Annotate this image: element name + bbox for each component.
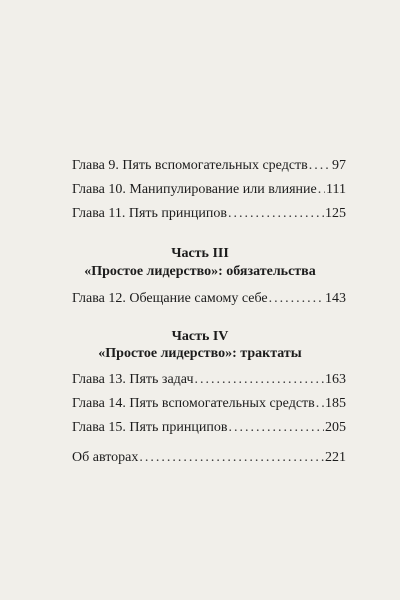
- toc-entry-page: 97: [332, 158, 346, 173]
- toc-entry: [72, 419, 346, 437]
- toc-entry-page: 125: [325, 206, 346, 221]
- toc-entry-page: 205: [325, 420, 346, 435]
- toc-entry-page: 143: [325, 291, 346, 306]
- toc-entry-title: Глава 15. Пять принципов: [72, 420, 228, 435]
- toc-leader-dots: [229, 419, 325, 437]
- toc-entry: [72, 181, 346, 199]
- toc-leader-dots: [309, 157, 331, 175]
- toc-leader-dots: [228, 205, 324, 223]
- toc-entry: [72, 371, 346, 389]
- toc-leader-dots: [316, 395, 324, 413]
- toc-entry: [72, 290, 346, 308]
- toc-entry-page: 221: [325, 450, 346, 465]
- toc-entry-title: Глава 13. Пять задач: [72, 372, 194, 387]
- part-label: Часть IV: [171, 329, 229, 344]
- toc-leader-dots: [318, 181, 325, 199]
- toc-leader-dots: [139, 449, 324, 467]
- show-through-area: [0, 0, 400, 125]
- toc-entry: [72, 205, 346, 223]
- toc-entry-page: 185: [325, 396, 346, 411]
- toc-entry: [72, 449, 346, 467]
- toc-entry-title: Глава 11. Пять принципов: [72, 206, 227, 221]
- toc-entry-title: Глава 9. Пять вспомогательных средств: [72, 158, 308, 173]
- toc-entry-title: Глава 14. Пять вспомогательных средств: [72, 396, 315, 411]
- part-subtitle: «Простое лидерство»: трактаты: [98, 346, 302, 361]
- toc-entry-page: 111: [326, 182, 346, 197]
- part-label: Часть III: [171, 246, 229, 261]
- toc-entry-page: 163: [325, 372, 346, 387]
- toc-entry-title: Об авторах: [72, 450, 139, 465]
- toc-leader-dots: [269, 290, 324, 308]
- toc-leader-dots: [195, 371, 325, 389]
- toc-entry: [72, 157, 346, 175]
- part-subtitle: «Простое лидерство»: обязательства: [84, 264, 316, 279]
- toc-entry: [72, 395, 346, 413]
- toc-entry-title: Глава 12. Обещание самому себе: [72, 291, 268, 306]
- toc-entry-title: Глава 10. Манипулирование или влияние: [72, 182, 317, 197]
